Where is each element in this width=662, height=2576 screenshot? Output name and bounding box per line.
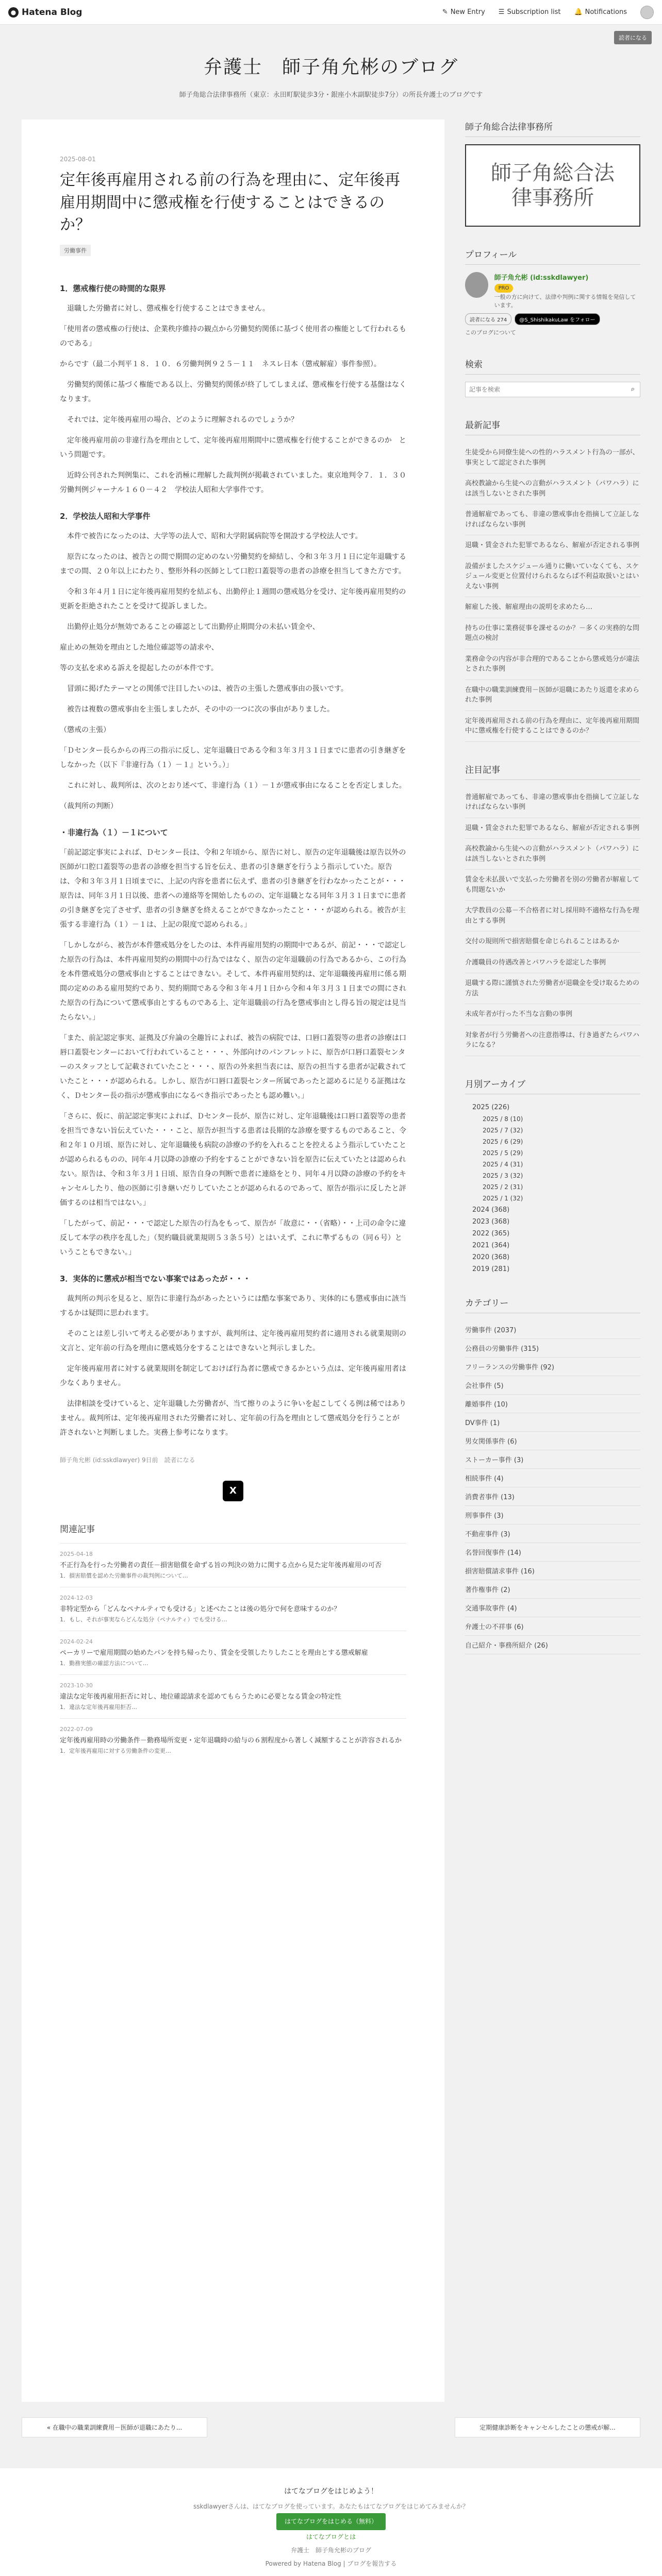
popular-article-link[interactable]: 高校教諭から生徒への言動がハラスメント（パワハラ）には該当しないとされた事例 [465,839,640,870]
archive-heading: 月別アーカイブ [465,1077,640,1094]
related-snippet: 1．損害賠償を認めた労働事件の裁判例について… [60,1572,188,1579]
category-link[interactable]: 不動産事件 (3) [465,1524,640,1543]
archive-year-link[interactable]: 2022 (365) [472,1229,510,1238]
archive-month-link[interactable]: 2025 / 8 (10) [483,1115,523,1123]
category-link[interactable]: 相続事件 (4) [465,1469,640,1487]
recent-article-link[interactable]: 普通解雇であっても、非違の懲戒事由を指摘して立証しなければならない事例 [465,504,640,535]
archive-year-link[interactable]: 2025 (226) [472,1103,510,1111]
archive-month-link[interactable]: 2025 / 3 (32) [483,1172,523,1179]
start-blog-button[interactable]: はてなブログをはじめる（無料） [276,2513,386,2530]
recent-article-link[interactable]: 解雇した後、解雇理由の説明を求めたら… [465,597,640,618]
popular-article-link[interactable]: 退職する際に謹慎された労働者が退職金を受け取るための方法 [465,973,640,1004]
category-link[interactable]: DV事件 (1) [465,1413,640,1432]
category-link[interactable]: 消費者事件 (13) [465,1487,640,1506]
recent-article-link[interactable]: 生徒受から同僚生徒への性的ハラスメント行為の一部が、事実として認定された事例 [465,443,640,473]
footer [0,2468,662,2576]
article-paragraph: 裁判所の判示を見ると、原告に非違行為があったというには酷な事案であり、実体的にも懲戒事由に該当するかは疑問に思われます。 [60,1294,406,1317]
article-paragraph: 「また、前記認定事実、証拠及び弁論の全趣旨によれば、被告の病院では、口唇口蓋裂等の患者の診療は口唇口蓋裂センターにおいて行われていること・・・、外部向けのパンフレットに、原告が口唇口蓋裂センターのスタッフとして記載されていたこと・・・、原告の外来担当表には、原告の担当する患者が記載されていたこと・・・が認められる。しかし、原告が口唇口蓋裂センター所属であったと認めるに足りる証拠はなく、Ｄセンター長の指示が懲戒事由になるべき指示であったとも認め難い。」 [60,1033,406,1100]
hatena-logo-icon: ● [8,7,19,18]
recent-article-link[interactable]: 在職中の職業訓練費用－医師が退職にあたり返還を求められた事例 [465,680,640,711]
search-heading: 検索 [465,357,640,375]
related-date: 2025-04-18 [60,1550,93,1557]
subscription-button[interactable] [499,8,561,16]
subscribe-count-button[interactable]: 読者になる 274 [465,313,511,325]
article-paragraph: 定年後再雇用前の非違行為を理由として、定年後再雇用期間中に懲戒権を行使することができるのか という問題です。 [60,436,406,459]
archive-month-link[interactable]: 2025 / 2 (31) [483,1183,523,1191]
footer-line2: sskdlawyerさんは、はてなブログを使っています。あなたもはてなブログをはじめてみませんか？ [193,2502,469,2510]
archive-year-link[interactable]: 2023 (368) [472,1217,510,1226]
prev-article-link[interactable]: « 在職中の職業訓練費用－医師が退職にあたり... [22,2417,207,2437]
recent-article-link[interactable]: 退職・賃金された犯罪であるなら、解雇が否定される事例 [465,535,640,556]
category-link[interactable]: 男女関係事件 (6) [465,1432,640,1450]
related-item[interactable] [60,1674,406,1718]
section-heading: 1．懲戒権行使の時間的な限界 [60,283,166,293]
article-paragraph: （懲戒の主張） [60,725,110,734]
popular-heading: 注目記事 [465,762,640,780]
list-icon: ☰ [498,8,505,16]
blog-title[interactable]: 弁護士 師子角允彬のブログ [203,57,458,78]
related-snippet: 1．勤務実態の確認方法について… [60,1659,148,1667]
archive-month-link[interactable]: 2025 / 5 (29) [483,1149,523,1157]
article-paragraph: 「さらに、仮に、前記認定事実によれば、Ｄセンター長が、原告に対し、定年退職後は口唇口蓋裂等の患者を担当できない旨伝えていた・・・こと、原告が担当する患者は長期的な診療を要するものであること、令和２年１０月頃、原告に対し、定年退職後も病院の診療の予約を入れることを控えるよう指示していたことが認められるものの、同年４月以降の診療の予約をすることができない旨を原告に伝えていたとは認められない。原告は、令和３年３月１日頃、原告自身の判断で患者に連絡をとり、同年４月以降の診療の予約をキャンセルしたり、他の医師に引き継いだりしていたことが認められるのであって、原告が指示に反したと評価するのは相当ではない。」 [60,1112,406,1207]
article-paragraph: 「しかしながら、被告が本件懲戒処分をしたのは、本件再雇用契約の期間中であるが、前記・・・で認定した原告の行為は、本件再雇用契約の期間中の行為ではなく、原告の定年退職前の行為であるから、この行為を本件懲戒処分の懲戒事由とすることはできない。そして、本件再雇用契約は、定年退職後再雇用に係る期間の定めのある雇用契約であり、契約期間である令和３年４月１日から令和４年３月３１日までの間にされた原告の行為について懲戒事由とするものである上、定年退職前の行為を懲戒事由とし得る旨の規定は見当たらない。」 [60,941,406,1022]
footer-blog-link[interactable]: 弁護士 師子角允彬のブログ [290,2546,371,2554]
recent-article-link[interactable]: 高校教諭から生徒への言動がハラスメント（パワハラ）には該当しないとされた事例 [465,473,640,504]
notifications-button[interactable] [574,8,627,16]
section-heading: 3．実体的に懲戒が相当でない事案ではあったが・・・ [60,1274,251,1283]
category-link[interactable]: 刑事事件 (3) [465,1506,640,1524]
subscription-label: Subscription list [507,8,561,16]
hatena-logo[interactable] [8,7,82,18]
article-paragraph: 出勤停止処分が無効であることの確認として出勤停止期間分の未払い賃金や、 [60,622,320,631]
profile-heading: プロフィール [465,247,640,265]
article-title[interactable]: 定年後再雇用される前の行為を理由に、定年後再雇用期間中に懲戒権を行使することはできるのか？ [60,171,400,234]
about-hatena-link[interactable]: はてなブログとは [306,2533,356,2540]
category-link[interactable]: 会社事件 (5) [465,1376,640,1395]
article-paragraph: それでは、定年後再雇用の場合、どのように理解されるのでしょうか？ [60,415,298,424]
search-input[interactable] [466,382,626,397]
profile-description: 一般の方に向けて、法律や判例に関する情報を発信しています。 [494,294,636,309]
sidebar [465,120,640,1675]
related-title[interactable]: 違法な定年後再雇用拒否に対し、地位確認請求を認めてもらうために必要となる賃金の特定性 [60,1692,342,1701]
article-paragraph: 「Ｄセンター長らからの再三の指示に反し、定年退職日である令和３年３月３１日までに患者の引き継ぎをしなかった（以下『非違行為（１）－１』という。）」 [60,746,406,769]
pencil-icon: ✎ [442,8,448,16]
related-snippet: 1．違法な定年後再雇用拒否… [60,1703,137,1710]
category-link[interactable]: ストーカー事件 (3) [465,1450,640,1469]
x-share-icon[interactable]: X [223,1481,243,1501]
user-avatar[interactable] [640,6,654,19]
popular-article-link[interactable]: 介護職員の待遇改善とパワハラを認定した事例 [465,953,640,974]
pro-badge: PRO [494,284,514,293]
archive-month-link[interactable]: 2025 / 7 (32) [483,1126,523,1134]
archive-month-link[interactable]: 2025 / 6 (29) [483,1138,523,1145]
article-paragraph: 定年後再雇用者に対する就業規則を制定しておけば行為者に懲戒できるかという点は、定年後再雇用者は少なくありません。 [60,1364,406,1387]
related-title[interactable]: 定年後再雇用時の労働条件－勤務場所変更・定年退職時の給与の６割程度から著しく減額することが許容されるか [60,1736,402,1744]
subscribe-button[interactable]: 読者になる [614,31,652,44]
section-heading: 2．学校法人昭和大学事件 [60,511,151,521]
article-container [22,120,444,2402]
popular-article-link[interactable]: 退職・賃金された犯罪であるなら、解雇が否定される事例 [465,818,640,839]
related-snippet: 1．定年後再雇用に対する労働条件の変更… [60,1747,171,1754]
article-paragraph: 原告になったのは、被告との間で期間の定めのない労働契約を締結し、令和３年３月１日に定年退職するまでの間、２０年以上にわたり、整形外科の医師として口腔口蓋裂等の患者の診療を担当してきた方です。 [60,552,406,575]
related-title[interactable]: ペーカリーで雇用期間の始めたパンを持ち帰ったり、賃金を受領したりしたことを理由とする懲戒解雇 [60,1649,368,1657]
related-item[interactable] [60,1718,406,1762]
archive-year-link[interactable]: 2021 (364) [472,1241,510,1249]
logo-text: Hatena Blog [22,7,82,18]
profile-name[interactable]: 師子角允彬 (id:sskdlawyer) [494,274,589,282]
related-title[interactable]: 不正行為を行った労働者の責任－損害賠償を命ずる旨の判決の効力に関する点から見た定年後再雇用の可否 [60,1561,382,1569]
related-snippet: 1．もし、それが事実ならどんな処分（ペナルティ）でも受ける… [60,1616,227,1623]
archive-month-link[interactable]: 2025 / 1 (32) [483,1194,523,1202]
notifications-label: Notifications [585,8,627,16]
about-blog-link[interactable]: このブログについて [465,329,516,336]
article-paragraph: からです（最二小判平１８．１０．６労働判例９２５－１１ ネスレ日本（懲戒解雇）事件参照）。 [60,360,381,368]
related-item[interactable] [60,1543,406,1587]
category-link[interactable]: 交通事故事件 (4) [465,1599,640,1617]
recent-heading: 最新記事 [465,418,640,435]
article-paragraph: （裁判所の判断） [60,802,118,810]
category-link[interactable]: 損害賠償請求事件 (16) [465,1562,640,1580]
category-link[interactable]: 名誉回復事件 (14) [465,1543,640,1562]
article-paragraph: 令和３年４月１日に定年後再雇用契約を結ぶも、出勤停止１週間の懲戒処分を受け、定年後再雇用契約の更新を拒絶されたことを受けて提訴しました。 [60,587,406,611]
article-meta: 師子角允彬 (id:sskdlawyer) 9日前 読者になる [60,1456,195,1464]
popular-article-link[interactable]: 対象者が行う労働者への注意指導は、行き過ぎたらパワハラになる？ [465,1025,640,1056]
related-date: 2023-10-30 [60,1682,93,1689]
category-heading: カテゴリー [465,1296,640,1313]
recent-article-link[interactable]: 持ちの仕事に業務従事を課せるのか？－多くの実務的な問題点の検討 [465,618,640,649]
category-link[interactable]: 著作権事件 (2) [465,1580,640,1599]
top-bar [0,0,662,25]
popular-article-link[interactable]: 大学教員の公募－不合格者に対し採用時不適格な行為を理由とする事例 [465,901,640,931]
archive-month-link[interactable]: 2025 / 4 (31) [483,1160,523,1168]
archive-year-link[interactable]: 2019 (281) [472,1265,510,1273]
office-banner[interactable] [465,144,640,227]
profile-avatar[interactable] [465,272,488,298]
article-category[interactable]: 労働事件 [60,245,91,256]
article-date[interactable]: 2025-08-01 [60,156,96,163]
category-link[interactable]: 弁護士の不祥事 (6) [465,1617,640,1636]
article-paragraph: 本件で被告になったのは、大学等の法人で、昭和大学附属病院等を開設する学校法人です。 [60,532,362,540]
recent-article-link[interactable]: 定年後再雇用される前の行為を理由に、定年後再雇用期間中に懲戒権を行使することはできるのか？ [465,711,640,742]
archive-year-link[interactable]: 2020 (368) [472,1253,510,1261]
archive-year-link[interactable]: 2024 (368) [472,1206,510,1214]
category-link[interactable]: 公務員の労働事件 (315) [465,1339,640,1358]
popular-article-link[interactable]: 未成年者が行った不当な言動の事例 [465,1004,640,1025]
new-entry-button[interactable] [442,8,485,16]
related-item[interactable] [60,1587,406,1631]
article-paragraph: 近時公刊された判例集に、これを消極に理解した裁判例が掲載されていました。東京地判令７．１．３０労働判例ジャーナル１６０－４２ 学校法人昭和大学事件です。 [60,471,406,494]
popular-article-link[interactable]: 交付の規則所で損害賠償を命じられることはあるか [465,931,640,953]
blog-header [0,25,662,120]
related-date: 2024-12-03 [60,1594,93,1601]
article-paragraph: 「前記認定事実によれば、Ｄセンター長は、令和２年頃から、原告に対し、原告の定年退職後は原告以外の医師が口腔口蓋裂等の患者の診療を担当する旨を伝え、患者の引き継ぎを行うよう指示していた。原告は、令和３年３月１日頃までに、上記の内容を患者に伝えず、患者の引き継ぎを行わなかったことが・・・原告は、同年３月１日以後、患者への連絡等を開始したものの、定年退職となる同年３月３１日までに患者の引き継ぎを完了させず、患者の引き継ぎを終えることができなかったこと・・・が認められる。被告が主張する非違行為（１）－１は、上記の限度で認められる。」 [60,848,406,929]
new-entry-label: New Entry [450,8,485,16]
category-link[interactable]: 離婚事件 (10) [465,1395,640,1413]
section-heading: ・非違行為（１）－１について [60,827,168,837]
powered-by[interactable]: Powered by Hatena Blog | ブログを報告する [265,2560,397,2568]
article-paragraph: 法律相談を受けていると、定年退職した労働者が、当て擦りのように争いを起こしてくる例は稀ではありません。裁判所は、定年後再雇用された労働者に対し、定年前の行為を理由として懲戒処分を行うことが許されないと判断しました。実務上参考になります。 [60,1399,406,1437]
related-articles [60,1522,406,1762]
article-paragraph: 等の支払を求める訴えを提起したのが本件です。 [60,664,218,672]
article-paragraph: 労働契約関係に基づく権能である以上、労働契約関係が終了してしまえば、懲戒権を行使する基盤はなくなります。 [60,380,406,403]
office-heading: 師子角総合法律事務所 [465,120,640,137]
popular-article-link[interactable]: 普通解雇であっても、非違の懲戒事由を指摘して立証しなければならない事例 [465,787,640,818]
category-link[interactable]: 労働事件 (2037) [465,1320,640,1339]
article-paragraph: 冒頭に掲げたテーマとの関係で注目したいのは、被告の主張した懲戒事由の扱いです。 [60,684,348,693]
blog-description: 師子角総合法律事務所（東京：永田町駅徒歩3分・銀座小木副駅徒歩7分）の所長弁護士のブログです [179,91,483,99]
category-link[interactable]: フリーランスの労働事件 (92) [465,1358,640,1376]
article-paragraph: 退職した労働者に対し、懲戒権を行使することはできません。 [60,304,270,313]
popular-article-link[interactable]: 賃金を未払扱いで支払った労働者を別の労働者が解雇しても問題ないか [465,870,640,901]
category-link[interactable]: 自己紹介・事務所紹介 (26) [465,1636,640,1654]
article-paragraph: 「使用者の懲戒権の行使は、企業秩序維持の観点から労働契約関係に基づく使用者の権能として行われるものである」 [60,325,406,348]
article-paragraph: これに対し、裁判所は、次のとおり述べて、非違行為（１）－１が懲戒事由になることを否定しました。 [60,781,406,790]
next-article-link[interactable]: 定期健康診断をキャンセルしたことの懲戒が解... [455,2417,640,2437]
related-date: 2022-07-09 [60,1725,93,1733]
article-paragraph: 「したがって、前記・・・で認定した原告の行為をもって、原告が「故意に・・（省略）・・上司の命令に違反して本学の秩序を乱した」（契約職員就業規則５３条５号）とはいえず、これに準ずるもの（同６号）ということもできない。」 [60,1219,406,1257]
recent-article-link[interactable]: 業務命令の内容が非合理的であることから懲戒処分が違法とされた事例 [465,649,640,680]
article-body [60,281,406,1440]
x-follow-button[interactable]: @S_ShishikakuLaw をフォロー [515,313,600,325]
recent-article-link[interactable]: 設備がましたスケジュール通りに働いていなくても、スケジュール変更と位置付けられるならば不利益取扱いとはいえない事例 [465,556,640,598]
footer-line1: はてなブログをはじめよう！ [284,2487,378,2496]
related-date: 2024-02-24 [60,1638,93,1645]
article-paragraph: 被告は複数の懲戒事由を主張しましたが、その中の一つに次の事由がありました。 [60,705,334,714]
office-banner-text: 師子角総合法律事務所 [491,161,615,210]
related-title[interactable]: 非特定型から「どんなペナルティでも受ける」と述べたことは後の処分で何を意味するのか？ [60,1605,341,1613]
related-heading: 関連記事 [60,1524,95,1535]
search-icon[interactable]: ⌕ [631,385,635,393]
article-paragraph: そのことは差し引いて考える必要がありますが、裁判所は、定年後再雇用契約者に適用される就業規則の文言と、定年前の行為を理由に懲戒処分をすることはできないと判示しました。 [60,1329,406,1352]
article-paragraph: 雇止めの無効を理由とした地位確認等の請求や、 [60,643,219,652]
related-item[interactable] [60,1631,406,1674]
bell-icon: 🔔 [574,8,583,16]
